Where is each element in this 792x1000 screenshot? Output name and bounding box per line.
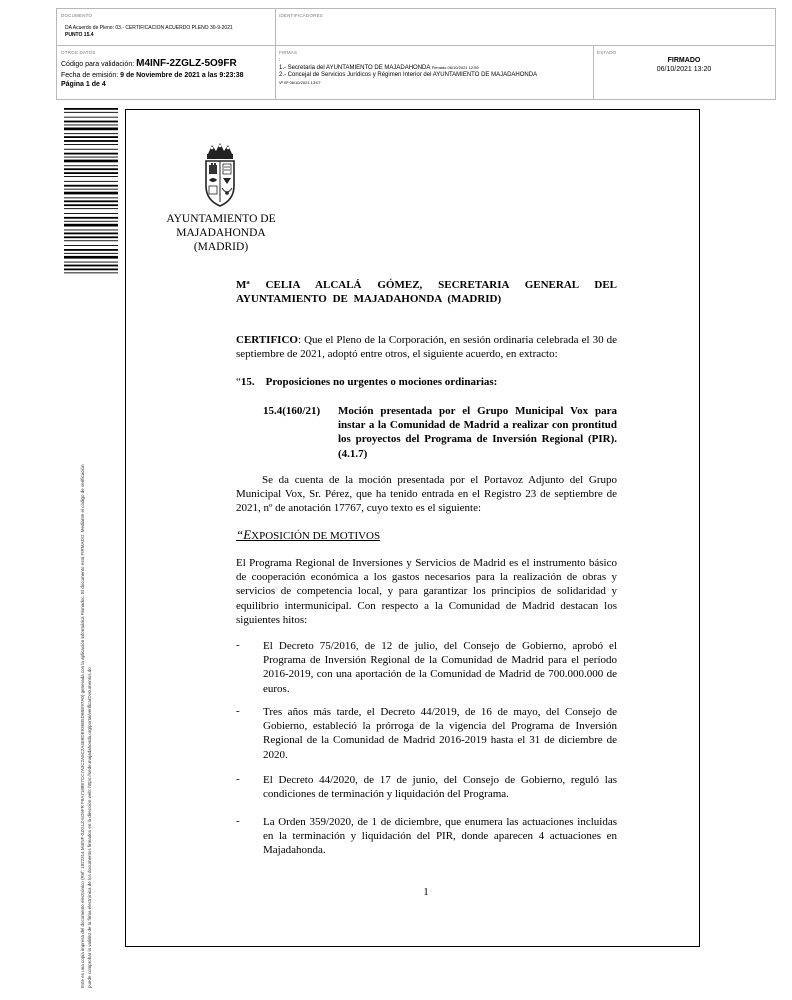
section-heading-text: 15. Proposiciones no urgentes o mociones ordinarias: xyxy=(240,376,498,388)
firma-2: 2.- Concejal de Servicios Jurídicos y Régimen Interior del AYUNTAMIENTO DE MAJADAHONDA xyxy=(279,72,538,78)
documento-line1: DA Acuerdo de Pleno: 03.- CERTIFICACION ACUERDO PLENO 30-9-2021 xyxy=(65,25,233,31)
document-title: Mª CELIA ALCALÁ GÓMEZ, SECRETARIA GENERAL DEL AYUNTAMIENTO DE MAJADAHONDA (MADRID) xyxy=(236,279,617,306)
exposicion-prefix: “E xyxy=(236,527,252,542)
emission-value: 9 de Noviembre de 2021 a las 9:23:38 xyxy=(120,72,244,79)
list-bullet: - xyxy=(236,639,240,651)
otros-datos-cell xyxy=(57,46,275,99)
estado-caption: ESTADO xyxy=(597,50,617,55)
verification-note-line2: puede comprobar la validez de la firma electrónica de los documentos firmados en la dirección web: https://sede.majadahonda.org/portal/verificarDocumentos.do xyxy=(87,667,92,988)
documento-line2: PUNTO 15.4 xyxy=(65,32,94,38)
list-bullet: - xyxy=(236,773,240,785)
motion-title: Moción presentada por el Grupo Municipal Vox para instar a la Comunidad de Madrid a realizar con prontitud los proyectos del Programa de Inversión Regional (PIR). (4.1.7) xyxy=(338,405,617,460)
emission-label: Fecha de emisión: xyxy=(61,72,119,79)
list-bullet: - xyxy=(236,815,240,827)
estado-block xyxy=(593,56,775,74)
document-header xyxy=(56,8,776,46)
certifico-text: : Que el Pleno de la Corporación, en sesión ordinaria celebrada el 30 de septiembre de 2021, adoptó entre otros, el siguiente acuerdo, en extracto: xyxy=(236,334,617,361)
firma-1-date: Firmado 06/10/2021 12:59 xyxy=(431,65,479,70)
letterhead xyxy=(158,212,284,254)
firma-1-text: 1.- Secretaria del AYUNTAMIENTO DE MAJADAHONDA xyxy=(279,65,431,71)
coat-of-arms-image xyxy=(198,140,242,208)
estado-date: 06/10/2021 13:20 xyxy=(656,66,712,73)
firmas-cell xyxy=(275,46,593,99)
certifico-paragraph xyxy=(236,333,617,361)
list-item: El Decreto 75/2016, de 12 de julio, del Consejo de Gobierno, aprobó el Programa de Inversión Regional de la Comunidad de Madrid para el período 2016-2019, con una aportación de la Comunidad de Madrid de 700.000.000 de euros. xyxy=(263,640,617,695)
documento-cell xyxy=(57,9,275,45)
letterhead-line1: AYUNTAMIENTO DE xyxy=(166,213,276,225)
validation-code[interactable]: M4INF-2ZGLZ-5O9FR xyxy=(136,58,237,69)
exposicion-rest: XPOSICIÓN DE MOTIVOS xyxy=(251,530,381,542)
list-item: Tres años más tarde, el Decreto 44/2019, de 16 de mayo, del Consejo de Gobierno, estableció la prórroga de la vigencia del Programa de Inversión Regional de la Comunidad de Madrid 2016-2019 hasta el 31 de diciembre de 2020. xyxy=(263,706,617,761)
validation-label: Código para validación: xyxy=(61,61,135,68)
documento-caption: DOCUMENTO xyxy=(61,13,93,18)
list-item: El Decreto 44/2020, de 17 de junio, del Consejo de Gobierno, reguló las condiciones de terminación y liquidación del Programa. xyxy=(263,774,617,801)
emission-row xyxy=(61,71,244,80)
document-header-details xyxy=(56,46,776,100)
firma-2-note: Vº Bº 06/10/2021 13:07 xyxy=(279,80,321,85)
certifico-label: CERTIFICO xyxy=(236,334,298,346)
letterhead-line2: MAJADAHONDA xyxy=(176,227,266,239)
motion-id: 15.4(160/21) xyxy=(263,405,321,417)
barcode-image xyxy=(64,108,118,276)
identificadores-cell xyxy=(275,9,775,45)
page-count: Página 1 de 4 xyxy=(61,81,106,88)
firmas-colon: : xyxy=(279,57,281,63)
section-open-quote: “ xyxy=(236,376,241,388)
exposicion-heading xyxy=(236,528,617,543)
identificadores-caption: IDENTIFICADORES xyxy=(279,13,324,18)
letterhead-line3: (MADRID) xyxy=(193,241,249,253)
section-heading xyxy=(236,375,617,389)
firmas-caption: FIRMAS xyxy=(279,50,298,55)
estado-value: FIRMADO xyxy=(667,57,701,64)
list-item: La Orden 359/2020, de 1 de diciembre, que enumera las actuaciones incluidas en la terminación y liquidación del PIR, donde aparecen 4 actuaciones en Majadahonda. xyxy=(263,816,617,857)
program-paragraph: El Programa Regional de Inversiones y Servicios de Madrid es el instrumento básico de cooperación económica a los gastos necesarios para la realización de obras y servicios de competencia local, y para garantizar los principios de solidaridad y equilibrio intermunicipal. Con respecto a la Comunidad de Madrid destacan los siguientes hitos: xyxy=(236,557,617,626)
estado-cell xyxy=(593,46,775,99)
validation-row xyxy=(61,59,237,69)
verification-note-line1: Este es una copia impresa del documento electrónico (Ref: 1822314 M4INF-2ZGLZ-5O9FR F8A7188E7CC7A3C2A5C2A4E8DE936B5D6BE97A0) generada con la aplicación informática Firmadoc. El documento está FIRMADO. Mediante el código de verificación xyxy=(80,464,85,988)
list-bullet: - xyxy=(236,705,240,717)
description-paragraph: Se da cuenta de la moción presentada por el Portavoz Adjunto del Grupo Municipal Vox, Sr. Pérez, que ha tenido entrada en el Registro 23 de septiembre de 2021, nº de anotación 17767, cuyo texto es el siguiente: xyxy=(236,474,617,515)
firma-1 xyxy=(279,64,479,72)
page-number: 1 xyxy=(423,886,429,898)
otros-datos-caption: OTROS DATOS xyxy=(61,50,96,55)
